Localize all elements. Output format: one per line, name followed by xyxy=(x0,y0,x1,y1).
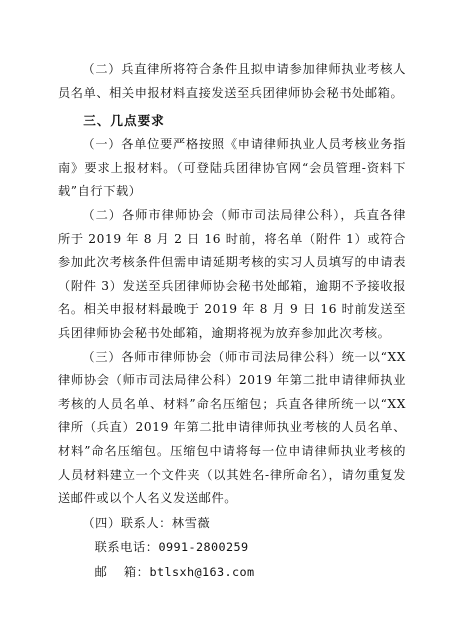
contact-person-label: （四）联系人： xyxy=(82,515,172,530)
paragraph-requirement-3: （三）各师市律师协会（师市司法局律公科）统一以“XX律师协会（师市司法局律公科）2019 年第二批申请律师执业考核的人员名单、材料”命名压缩包；兵直各律所统一以“XX律所（兵直）2019 年第二批申请律师执业考核的人员名单、材料”命名压缩包。压缩包中请将每一位申请律师执业考核的人员材料建立一个文件夹（以其姓名-律所命名），请勿重复发送邮件或以个人名义发送邮件。 xyxy=(58,349,406,506)
phone-label: 联系电话： xyxy=(94,540,159,555)
contact-email-line xyxy=(58,560,406,585)
email-label-rest: 箱： xyxy=(123,564,150,579)
paragraph-intro: （二）兵直律所将符合条件且拟申请参加律师执业考核人员名单、相关申报材料直接发送至兵团律师协会秘书处邮箱。 xyxy=(58,62,406,100)
document-body xyxy=(58,58,406,584)
paragraph-requirement-2: （二）各师市律师协会（师市司法局律公科），兵直各律所于 2019 年 8 月 2 日 16 时前，将名单（附件 1）或符合参加此次考核条件但需申请延期考核的实习人员填写的申请表（附件 3）发送至兵团律师协会秘书处邮箱，逾期不予接收报名。相关申报材料最晚于 2019 年 8 月 9 日 16 时前发送至兵团律师协会秘书处邮箱，逾期将视为放弃参加此次考核。 xyxy=(58,207,406,340)
contact-phone-line xyxy=(58,535,406,560)
paragraph-requirement-1: （一）各单位要严格按照《申请律师执业人员考核业务指南》要求上报材料。（可登陆兵团律协官网“会员管理-资料下载”自行下载） xyxy=(58,137,406,199)
email-label-first-char: 邮 xyxy=(94,564,124,579)
section-heading: 三、几点要求 xyxy=(83,113,165,129)
contact-person-line xyxy=(58,511,406,536)
email-value: btlsxh@163.com xyxy=(149,564,255,579)
contact-person-value: 林雪薇 xyxy=(171,515,211,530)
phone-value: 0991-2800259 xyxy=(158,540,249,555)
